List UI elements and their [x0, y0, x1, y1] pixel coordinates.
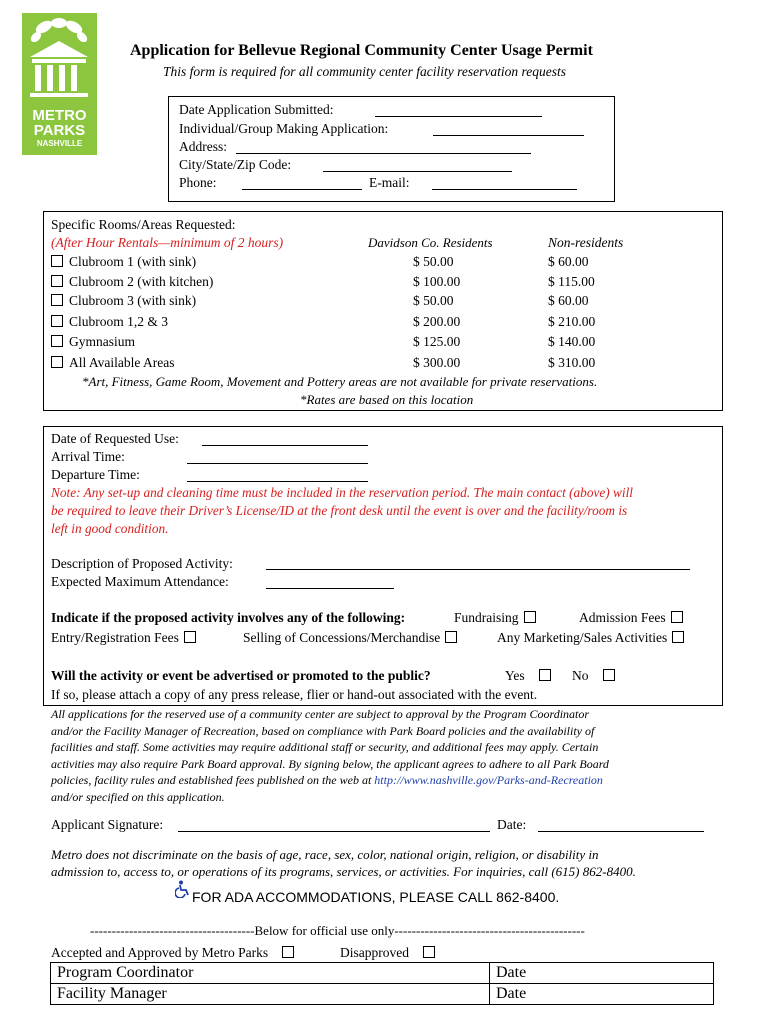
- advertised-question: Will the activity or event be advertised or promoted to the public?: [51, 668, 431, 683]
- resident-rate: $ 100.00: [413, 274, 461, 289]
- official-signoff-table: [50, 962, 714, 1005]
- usage-note-1: Note: Any set-up and cleaning time must be included in the reservation period. The main contact (above) will: [51, 485, 633, 500]
- fundraising-option[interactable]: Fundraising: [454, 610, 536, 626]
- address-label: Address:: [179, 139, 227, 154]
- description-label: Description of Proposed Activity:: [51, 556, 233, 571]
- departure-label: Departure Time:: [51, 467, 140, 482]
- accepted-option[interactable]: Accepted and Approved by Metro Parks: [51, 945, 294, 961]
- entry-option[interactable]: Entry/Registration Fees: [51, 630, 196, 646]
- checkbox[interactable]: [524, 611, 536, 623]
- nonresident-rate: $ 60.00: [548, 254, 589, 269]
- nonresident-rate: $ 310.00: [548, 355, 596, 370]
- disapproved-option[interactable]: Disapproved: [340, 945, 435, 961]
- checkbox[interactable]: [51, 356, 63, 368]
- nonresident-rate: $ 60.00: [548, 293, 589, 308]
- terms-line-1: All applications for the reserved use of a community center are subject to approval by the Program Coordinator: [51, 707, 590, 721]
- checkbox[interactable]: [423, 946, 435, 958]
- checkbox[interactable]: [184, 631, 196, 643]
- attendance-label: Expected Maximum Attendance:: [51, 574, 229, 589]
- no-option[interactable]: No: [572, 668, 615, 684]
- nonresident-rate: $ 140.00: [548, 334, 596, 349]
- arrival-label: Arrival Time:: [51, 449, 125, 464]
- form-title: Application for Bellevue Regional Community Center Usage Permit: [130, 42, 593, 59]
- signoff-date[interactable]: Date: [490, 963, 714, 984]
- involves-label: Indicate if the proposed activity involves any of the following:: [51, 610, 406, 625]
- room-option[interactable]: Clubroom 1,2 & 3: [51, 314, 168, 330]
- checkbox[interactable]: [51, 335, 63, 347]
- date-submitted-field[interactable]: [375, 104, 542, 117]
- logo-metro: METRO: [32, 107, 87, 124]
- resident-rate: $ 300.00: [413, 355, 461, 370]
- checkbox[interactable]: [672, 631, 684, 643]
- room-option[interactable]: Gymnasium: [51, 334, 135, 350]
- signoff-role: Facility Manager: [51, 984, 490, 1005]
- table-row: [51, 963, 714, 984]
- terms-line-6: and/or specified on this application.: [51, 790, 225, 804]
- checkbox[interactable]: [51, 315, 63, 327]
- nondiscrimination-line-2: admission to, access to, or operations of its programs, services, or activities. For inquiries, call (615) 862-8400.: [51, 864, 636, 879]
- metro-parks-logo: [22, 13, 97, 155]
- checkbox[interactable]: [445, 631, 457, 643]
- signature-label: Applicant Signature:: [51, 817, 164, 832]
- concessions-option[interactable]: Selling of Concessions/Merchandise: [243, 630, 457, 646]
- nonresident-rate: $ 210.00: [548, 314, 596, 329]
- rooms-heading: Specific Rooms/Areas Requested:: [51, 217, 236, 232]
- signature-date-field[interactable]: [538, 819, 704, 832]
- email-field[interactable]: [432, 177, 577, 190]
- terms-line-4: activities may also require Park Board approval. By signing below, the applicant agrees to adhere to all Park Board: [51, 757, 609, 771]
- checkbox[interactable]: [51, 275, 63, 287]
- checkbox[interactable]: [51, 255, 63, 267]
- terms-line-5: policies, facility rules and established fees published on the web at http://www.nashville.gov/Parks-and-Recreation: [51, 773, 603, 787]
- arrival-field[interactable]: [187, 451, 368, 464]
- room-option[interactable]: Clubroom 2 (with kitchen): [51, 274, 213, 290]
- rooms-footnote-2: *Rates are based on this location: [300, 392, 474, 407]
- col-nonresidents: Non-residents: [548, 235, 624, 250]
- signature-date-label: Date:: [497, 817, 527, 832]
- city-label: City/State/Zip Code:: [179, 157, 292, 172]
- room-option[interactable]: All Available Areas: [51, 355, 174, 371]
- room-option[interactable]: Clubroom 1 (with sink): [51, 254, 196, 270]
- nonresident-rate: $ 115.00: [548, 274, 595, 289]
- form-subtitle: This form is required for all community center facility reservation requests: [163, 64, 566, 79]
- address-field[interactable]: [236, 141, 531, 154]
- checkbox[interactable]: [603, 669, 615, 681]
- col-residents: Davidson Co. Residents: [368, 235, 493, 250]
- logo-nashville: NASHVILLE: [36, 139, 83, 148]
- attach-instruction: If so, please attach a copy of any press release, flier or hand-out associated with the event.: [51, 687, 538, 702]
- ada-notice: FOR ADA ACCOMMODATIONS, PLEASE CALL 862-8400.: [192, 889, 560, 905]
- official-divider: --------------------------------------Below for official use only--------------------------------------------: [90, 923, 585, 938]
- resident-rate: $ 50.00: [413, 254, 454, 269]
- signoff-date[interactable]: Date: [490, 984, 714, 1005]
- checkbox[interactable]: [539, 669, 551, 681]
- rooms-footnote-1: *Art, Fitness, Game Room, Movement and Pottery areas are not available for private reservations.: [82, 374, 598, 389]
- date-requested-field[interactable]: [202, 433, 368, 446]
- wheelchair-icon: [175, 880, 191, 898]
- usage-note-2: be required to leave their Driver’s License/ID at the front desk until the event is over and the facility/room is: [51, 503, 628, 518]
- resident-rate: $ 125.00: [413, 334, 461, 349]
- signoff-role: Program Coordinator: [51, 963, 490, 984]
- departure-field[interactable]: [187, 469, 368, 482]
- parks-website-link[interactable]: http://www.nashville.gov/Parks-and-Recreation: [374, 773, 603, 787]
- room-option[interactable]: Clubroom 3 (with sink): [51, 293, 196, 309]
- city-field[interactable]: [323, 159, 512, 172]
- resident-rate: $ 200.00: [413, 314, 461, 329]
- terms-line-2: and/or the Facility Manager of Recreation, based on compliance with Park Board policies and the availability of: [51, 724, 595, 738]
- logo-parks: PARKS: [33, 122, 86, 139]
- date-requested-label: Date of Requested Use:: [51, 431, 179, 446]
- individual-label: Individual/Group Making Application:: [179, 121, 389, 136]
- individual-field[interactable]: [433, 123, 584, 136]
- marketing-option[interactable]: Any Marketing/Sales Activities: [497, 630, 684, 646]
- checkbox[interactable]: [282, 946, 294, 958]
- terms-line-3: facilities and staff. Some activities may require additional staff or security, and additional fees may apply. Certain: [51, 740, 599, 754]
- description-field[interactable]: [266, 557, 690, 570]
- parks-building-icon: [22, 13, 97, 105]
- date-submitted-label: Date Application Submitted:: [179, 102, 334, 117]
- checkbox[interactable]: [671, 611, 683, 623]
- resident-rate: $ 50.00: [413, 293, 454, 308]
- attendance-field[interactable]: [266, 576, 394, 589]
- nondiscrimination-line-1: Metro does not discriminate on the basis of age, race, sex, color, national origin, religion, or disability in: [51, 847, 599, 862]
- phone-label: Phone:: [179, 175, 217, 190]
- email-label: E-mail:: [369, 175, 410, 190]
- admission-option[interactable]: Admission Fees: [579, 610, 683, 626]
- rooms-note: (After Hour Rentals—minimum of 2 hours): [51, 235, 284, 250]
- usage-note-3: left in good condition.: [51, 521, 169, 536]
- yes-option[interactable]: Yes: [505, 668, 551, 684]
- phone-field[interactable]: [242, 177, 362, 190]
- table-row: [51, 984, 714, 1005]
- checkbox[interactable]: [51, 294, 63, 306]
- signature-field[interactable]: [178, 819, 490, 832]
